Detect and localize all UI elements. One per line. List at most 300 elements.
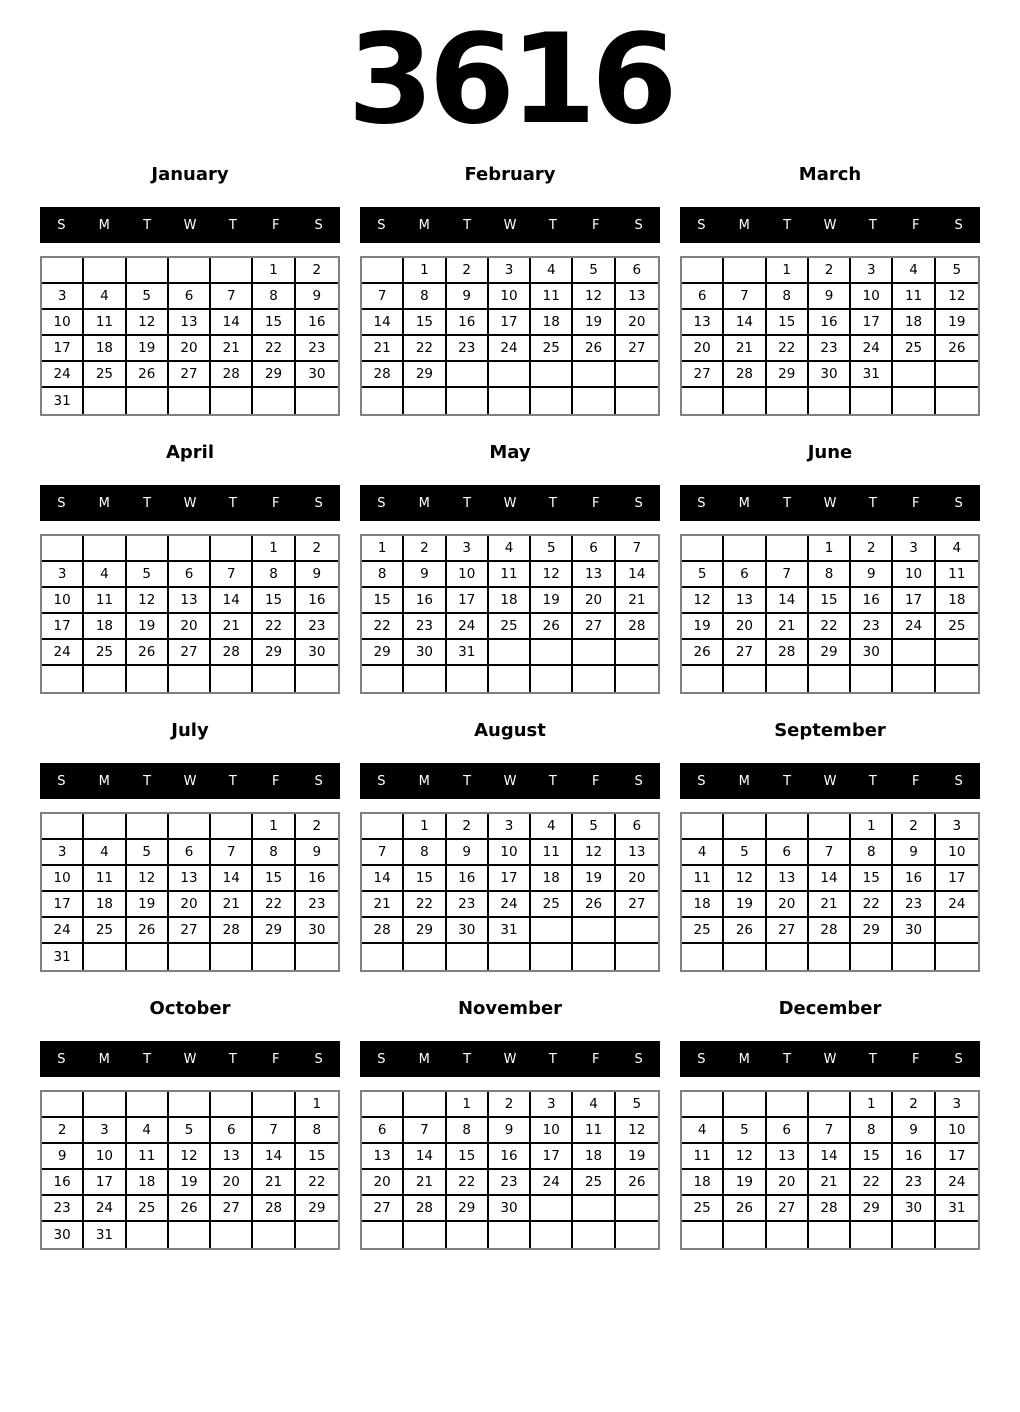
day-cell: 11 (531, 284, 573, 310)
month-grid (40, 1090, 340, 1250)
day-cell: 4 (531, 258, 573, 284)
day-cell: 1 (404, 814, 446, 840)
month-grid (40, 256, 340, 416)
day-cell-empty (724, 944, 766, 970)
day-cell: 5 (682, 562, 724, 588)
day-cell-empty (84, 1092, 126, 1118)
day-cell: 6 (169, 840, 211, 866)
week-row (42, 258, 338, 284)
day-cell: 14 (211, 588, 253, 614)
day-cell-empty (489, 1222, 531, 1248)
weekday-label: M (418, 495, 430, 511)
day-cell: 17 (489, 866, 531, 892)
day-cell-empty (404, 1092, 446, 1118)
day-cell: 21 (253, 1170, 295, 1196)
week-row (42, 588, 338, 614)
day-cell: 2 (447, 814, 489, 840)
day-cell: 20 (616, 866, 658, 892)
day-cell: 17 (84, 1170, 126, 1196)
day-cell: 28 (253, 1196, 295, 1222)
day-cell: 13 (169, 310, 211, 336)
weekday-label: T (143, 773, 152, 789)
day-cell-empty (362, 258, 404, 284)
day-cell: 28 (211, 640, 253, 666)
day-cell: 11 (682, 866, 724, 892)
weekday-header (40, 207, 340, 243)
weekday-label: T (463, 495, 472, 511)
weekday-label: T (463, 773, 472, 789)
week-row (362, 388, 658, 414)
day-cell: 19 (682, 614, 724, 640)
day-cell: 21 (211, 614, 253, 640)
week-row (682, 1144, 978, 1170)
day-cell-empty (169, 258, 211, 284)
day-cell-empty (893, 362, 935, 388)
day-cell-empty (127, 666, 169, 692)
weekday-label: S (697, 495, 706, 511)
day-cell-empty (531, 388, 573, 414)
day-cell: 12 (127, 310, 169, 336)
day-cell: 26 (573, 336, 615, 362)
day-cell: 2 (893, 1092, 935, 1118)
day-cell: 30 (893, 918, 935, 944)
day-cell-empty (616, 362, 658, 388)
week-row (42, 1170, 338, 1196)
weekday-label: T (783, 495, 792, 511)
day-cell: 24 (893, 614, 935, 640)
day-cell: 26 (127, 362, 169, 388)
day-cell: 11 (573, 1118, 615, 1144)
day-cell: 25 (682, 918, 724, 944)
day-cell: 13 (682, 310, 724, 336)
day-cell: 8 (809, 562, 851, 588)
month-title: October (149, 998, 231, 1019)
day-cell-empty (767, 666, 809, 692)
month-june (680, 443, 980, 721)
day-cell: 12 (169, 1144, 211, 1170)
week-row (42, 666, 338, 692)
day-cell-empty (936, 388, 978, 414)
weekday-label: S (697, 217, 706, 233)
day-cell: 26 (682, 640, 724, 666)
day-cell: 19 (573, 310, 615, 336)
day-cell-empty (42, 536, 84, 562)
day-cell: 10 (42, 310, 84, 336)
weekday-label: F (911, 773, 920, 789)
day-cell: 9 (489, 1118, 531, 1144)
day-cell: 9 (809, 284, 851, 310)
day-cell: 4 (936, 536, 978, 562)
day-cell: 10 (42, 866, 84, 892)
day-cell-empty (211, 1092, 253, 1118)
day-cell: 20 (169, 336, 211, 362)
day-cell: 20 (211, 1170, 253, 1196)
month-title: November (457, 998, 563, 1019)
weekday-label: W (183, 773, 197, 789)
day-cell: 13 (169, 588, 211, 614)
day-cell: 6 (169, 562, 211, 588)
week-row (362, 588, 658, 614)
day-cell: 7 (362, 840, 404, 866)
day-cell-empty (809, 1222, 851, 1248)
day-cell: 4 (84, 840, 126, 866)
week-row (682, 640, 978, 666)
day-cell-empty (893, 666, 935, 692)
week-row (682, 840, 978, 866)
day-cell: 12 (127, 866, 169, 892)
day-cell-empty (573, 918, 615, 944)
weekday-label: T (868, 1051, 877, 1067)
day-cell: 31 (851, 362, 893, 388)
day-cell: 23 (809, 336, 851, 362)
day-cell: 13 (767, 1144, 809, 1170)
day-cell: 25 (893, 336, 935, 362)
week-row (682, 562, 978, 588)
day-cell: 22 (809, 614, 851, 640)
day-cell: 21 (724, 336, 766, 362)
day-cell: 22 (253, 614, 295, 640)
week-row (362, 362, 658, 388)
week-row (42, 866, 338, 892)
day-cell-empty (489, 362, 531, 388)
day-cell-empty (211, 814, 253, 840)
weekday-label: S (377, 773, 386, 789)
day-cell-empty (253, 1092, 295, 1118)
month-december (680, 999, 980, 1277)
week-row (362, 1118, 658, 1144)
day-cell: 2 (447, 258, 489, 284)
day-cell: 4 (489, 536, 531, 562)
day-cell: 8 (296, 1118, 338, 1144)
day-cell: 18 (893, 310, 935, 336)
day-cell: 18 (84, 336, 126, 362)
day-cell: 30 (404, 640, 446, 666)
day-cell-empty (404, 944, 446, 970)
day-cell: 18 (682, 892, 724, 918)
day-cell: 11 (84, 866, 126, 892)
day-cell: 16 (296, 588, 338, 614)
day-cell: 17 (893, 588, 935, 614)
day-cell: 25 (84, 362, 126, 388)
day-cell-empty (682, 944, 724, 970)
day-cell: 28 (809, 1196, 851, 1222)
day-cell: 7 (211, 562, 253, 588)
month-may (360, 443, 660, 721)
day-cell: 7 (809, 840, 851, 866)
day-cell: 29 (851, 918, 893, 944)
day-cell-empty (404, 1222, 446, 1248)
day-cell: 14 (809, 1144, 851, 1170)
day-cell-empty (851, 944, 893, 970)
week-row (362, 814, 658, 840)
day-cell: 26 (127, 918, 169, 944)
day-cell-empty (42, 258, 84, 284)
day-cell-empty (724, 814, 766, 840)
day-cell: 15 (253, 866, 295, 892)
day-cell-empty (127, 944, 169, 970)
weekday-label: M (738, 773, 750, 789)
day-cell-empty (767, 1222, 809, 1248)
day-cell: 22 (253, 892, 295, 918)
weekday-label: S (57, 495, 66, 511)
day-cell: 19 (127, 614, 169, 640)
day-cell-empty (489, 666, 531, 692)
week-row (362, 640, 658, 666)
day-cell: 6 (767, 1118, 809, 1144)
day-cell: 18 (127, 1170, 169, 1196)
day-cell-empty (489, 640, 531, 666)
day-cell: 26 (724, 918, 766, 944)
day-cell: 29 (404, 362, 446, 388)
week-row (42, 1118, 338, 1144)
day-cell-empty (573, 1196, 615, 1222)
day-cell: 3 (84, 1118, 126, 1144)
day-cell: 25 (682, 1196, 724, 1222)
weekday-label: S (634, 217, 643, 233)
day-cell: 9 (404, 562, 446, 588)
day-cell-empty (616, 1196, 658, 1222)
weekday-label: S (57, 773, 66, 789)
month-july (40, 721, 340, 999)
day-cell: 25 (573, 1170, 615, 1196)
day-cell: 31 (42, 944, 84, 970)
week-row (42, 640, 338, 666)
day-cell: 9 (296, 284, 338, 310)
day-cell: 16 (447, 866, 489, 892)
week-row (362, 284, 658, 310)
day-cell-empty (127, 1222, 169, 1248)
day-cell-empty (253, 388, 295, 414)
weekday-label: S (954, 217, 963, 233)
day-cell-empty (682, 388, 724, 414)
weekday-label: S (314, 773, 323, 789)
day-cell: 27 (616, 892, 658, 918)
day-cell: 18 (682, 1170, 724, 1196)
week-row (682, 536, 978, 562)
day-cell: 20 (573, 588, 615, 614)
day-cell-empty (127, 388, 169, 414)
day-cell: 5 (573, 814, 615, 840)
weekday-label: F (911, 495, 920, 511)
day-cell-empty (851, 666, 893, 692)
day-cell-empty (84, 388, 126, 414)
day-cell: 21 (616, 588, 658, 614)
month-title: September (774, 720, 886, 741)
day-cell: 1 (767, 258, 809, 284)
weekday-label: W (823, 495, 837, 511)
day-cell: 21 (362, 892, 404, 918)
year-title: 3616 (347, 8, 673, 152)
day-cell: 23 (851, 614, 893, 640)
day-cell: 2 (809, 258, 851, 284)
weekday-header (680, 485, 980, 521)
week-row (682, 892, 978, 918)
day-cell: 1 (253, 258, 295, 284)
day-cell: 29 (253, 918, 295, 944)
week-row (42, 388, 338, 414)
day-cell-empty (573, 362, 615, 388)
day-cell: 24 (84, 1196, 126, 1222)
day-cell-empty (531, 666, 573, 692)
day-cell: 22 (362, 614, 404, 640)
weekday-label: S (634, 1051, 643, 1067)
day-cell-empty (767, 944, 809, 970)
day-cell: 22 (296, 1170, 338, 1196)
day-cell: 18 (573, 1144, 615, 1170)
day-cell: 4 (127, 1118, 169, 1144)
day-cell-empty (767, 1092, 809, 1118)
day-cell: 4 (893, 258, 935, 284)
day-cell: 31 (447, 640, 489, 666)
day-cell-empty (169, 666, 211, 692)
month-february (360, 165, 660, 443)
weekday-label: F (911, 217, 920, 233)
day-cell-empty (936, 1222, 978, 1248)
day-cell: 1 (809, 536, 851, 562)
day-cell: 28 (362, 918, 404, 944)
day-cell-empty (362, 666, 404, 692)
week-row (682, 918, 978, 944)
day-cell: 7 (404, 1118, 446, 1144)
week-row (682, 944, 978, 970)
day-cell: 7 (616, 536, 658, 562)
day-cell-empty (724, 388, 766, 414)
day-cell: 27 (169, 640, 211, 666)
weekday-header (360, 207, 660, 243)
day-cell: 27 (616, 336, 658, 362)
day-cell-empty (362, 944, 404, 970)
day-cell: 14 (211, 866, 253, 892)
day-cell: 17 (936, 1144, 978, 1170)
week-row (682, 310, 978, 336)
day-cell: 14 (211, 310, 253, 336)
day-cell: 1 (851, 814, 893, 840)
weekday-label: W (183, 495, 197, 511)
day-cell: 6 (362, 1118, 404, 1144)
day-cell: 11 (682, 1144, 724, 1170)
day-cell: 2 (851, 536, 893, 562)
day-cell: 15 (404, 866, 446, 892)
day-cell: 7 (767, 562, 809, 588)
day-cell: 9 (447, 840, 489, 866)
week-row (682, 866, 978, 892)
week-row (42, 1222, 338, 1248)
week-row (42, 336, 338, 362)
weekday-label: S (954, 773, 963, 789)
day-cell: 5 (616, 1092, 658, 1118)
day-cell: 19 (127, 336, 169, 362)
day-cell-empty (682, 666, 724, 692)
day-cell: 26 (127, 640, 169, 666)
day-cell-empty (127, 1092, 169, 1118)
day-cell-empty (809, 666, 851, 692)
month-grid (360, 534, 660, 694)
day-cell: 14 (253, 1144, 295, 1170)
day-cell-empty (447, 944, 489, 970)
day-cell: 12 (936, 284, 978, 310)
day-cell: 23 (447, 892, 489, 918)
week-row (42, 284, 338, 310)
day-cell: 8 (447, 1118, 489, 1144)
day-cell: 13 (724, 588, 766, 614)
day-cell-empty (447, 666, 489, 692)
day-cell: 22 (851, 1170, 893, 1196)
day-cell: 19 (127, 892, 169, 918)
weekday-label: T (548, 1051, 557, 1067)
weekday-label: M (738, 495, 750, 511)
day-cell: 29 (767, 362, 809, 388)
day-cell: 24 (42, 640, 84, 666)
day-cell: 24 (447, 614, 489, 640)
weekday-label: W (503, 1051, 517, 1067)
day-cell: 18 (84, 892, 126, 918)
month-grid (360, 1090, 660, 1250)
day-cell-empty (724, 1222, 766, 1248)
day-cell: 18 (531, 310, 573, 336)
day-cell: 14 (362, 310, 404, 336)
day-cell-empty (724, 536, 766, 562)
day-cell: 19 (616, 1144, 658, 1170)
day-cell: 19 (573, 866, 615, 892)
day-cell-empty (127, 814, 169, 840)
day-cell: 29 (447, 1196, 489, 1222)
day-cell-empty (682, 258, 724, 284)
day-cell-empty (936, 918, 978, 944)
weekday-label: F (271, 495, 280, 511)
weekday-label: W (503, 217, 517, 233)
day-cell: 24 (489, 336, 531, 362)
weekday-label: W (823, 773, 837, 789)
day-cell-empty (616, 388, 658, 414)
week-row (362, 562, 658, 588)
week-row (362, 918, 658, 944)
day-cell: 23 (489, 1170, 531, 1196)
weekday-label: W (823, 1051, 837, 1067)
day-cell-empty (211, 1222, 253, 1248)
day-cell-empty (531, 640, 573, 666)
day-cell: 27 (767, 1196, 809, 1222)
day-cell: 4 (531, 814, 573, 840)
day-cell: 27 (573, 614, 615, 640)
day-cell-empty (211, 388, 253, 414)
day-cell: 17 (42, 336, 84, 362)
day-cell: 6 (724, 562, 766, 588)
day-cell: 31 (489, 918, 531, 944)
weekday-label: M (98, 495, 110, 511)
day-cell-empty (447, 362, 489, 388)
day-cell: 15 (809, 588, 851, 614)
day-cell: 11 (84, 310, 126, 336)
day-cell-empty (42, 814, 84, 840)
weekday-label: T (868, 495, 877, 511)
day-cell: 15 (253, 310, 295, 336)
weekday-label: M (738, 1051, 750, 1067)
day-cell: 7 (724, 284, 766, 310)
day-cell: 29 (362, 640, 404, 666)
day-cell-empty (936, 640, 978, 666)
day-cell: 10 (936, 840, 978, 866)
day-cell: 11 (531, 840, 573, 866)
weekday-label: F (911, 1051, 920, 1067)
day-cell: 13 (616, 840, 658, 866)
day-cell: 15 (851, 1144, 893, 1170)
day-cell-empty (573, 388, 615, 414)
weekday-label: S (314, 217, 323, 233)
day-cell: 17 (936, 866, 978, 892)
day-cell: 28 (809, 918, 851, 944)
day-cell-empty (169, 388, 211, 414)
day-cell: 30 (296, 640, 338, 666)
